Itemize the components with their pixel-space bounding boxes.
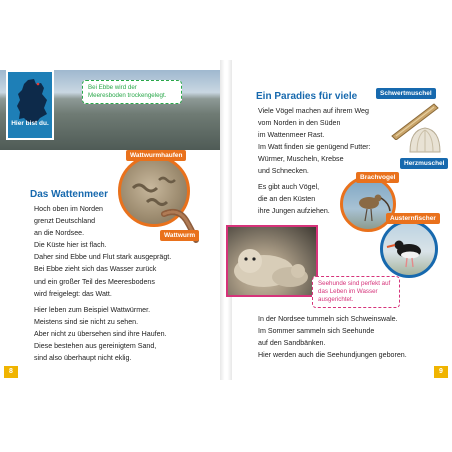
text-line: wird freigelegt: das Watt. (34, 289, 112, 298)
text-line: Hier werden auch die Seehundjungen geboren. (258, 351, 407, 360)
text-line: Bei Ebbe zieht sich das Wasser zurück (34, 265, 157, 274)
text-line: Diese bestehen aus gereinigtem Sand, (34, 342, 157, 351)
badge-wattwurmhaufen: Wattwurmhaufen (126, 150, 186, 161)
text-line: vom Norden in den Süden (258, 119, 341, 128)
cockle-shell-icon (408, 126, 442, 156)
badge-brachvogel: Brachvogel (356, 172, 399, 183)
text-line: und ein großer Teil des Meeresbodens (34, 277, 155, 286)
text-line: ihre Jungen aufziehen. (258, 207, 330, 216)
oystercatcher-icon (383, 223, 435, 275)
text-line: grenzt Deutschland (34, 217, 96, 226)
text-line: Viele Vögel machen auf ihrem Weg (258, 107, 369, 115)
map-label: Hier bist du. (11, 120, 49, 127)
text-line: Daher sind Ebbe und Flut stark ausgeprägt. (34, 253, 172, 262)
note-ebbe: Bei Ebbe wird der Meeresboden trockengelegt. (82, 80, 182, 104)
text-line: Hoch oben im Norden (34, 205, 104, 213)
text-line: und Schnecken. (258, 167, 309, 176)
seal-photo (226, 225, 318, 297)
text-line: Im Watt finden sie genügend Futter: (258, 143, 371, 152)
text-line: auf den Sandbänken. (258, 339, 326, 348)
page-number-left: 8 (4, 366, 18, 378)
text-line: die an den Küsten (258, 195, 316, 204)
text-line: Meistens sind sie nicht zu sehen. (34, 318, 139, 327)
page-number-right: 9 (434, 366, 448, 378)
text-line: sind also überhaupt nicht eklig. (34, 354, 132, 363)
heading-paradies: Ein Paradies für viele (256, 91, 358, 102)
text-line: Im Sommer sammeln sich Seehunde (258, 327, 375, 336)
oystercatcher-photo (380, 220, 438, 278)
book-gutter (220, 60, 232, 380)
note-seehunde: Seehunde sind perfekt auf das Leben im Wasser ausgerichtet. (312, 276, 400, 308)
text-line: Aber nicht zu übersehen sind ihre Haufen. (34, 330, 167, 339)
text-line: Würmer, Muscheln, Krebse (258, 155, 344, 164)
germany-map-box (6, 70, 54, 140)
badge-austernfischer: Austernfischer (386, 213, 440, 224)
badge-schwertmuschel: Schwertmuschel (376, 88, 436, 99)
text-line: Es gibt auch Vögel, (258, 183, 320, 191)
text-wattenmeer-p1 (34, 203, 209, 300)
germany-map-icon (14, 78, 50, 124)
text-line: an die Nordsee. (34, 229, 85, 238)
badge-herzmuschel: Herzmuschel (400, 158, 448, 169)
text-line: In der Nordsee tummeln sich Schweinswale. (258, 315, 398, 323)
heading-wattenmeer: Das Wattenmeer (30, 189, 108, 200)
text-paradies-p1 (258, 105, 408, 178)
text-line: im Wattenmeer Rast. (258, 131, 325, 140)
seal-icon (228, 227, 316, 295)
text-paradies-p3 (258, 313, 436, 361)
text-line: Die Küste hier ist flach. (34, 241, 107, 250)
text-wattenmeer-p2 (34, 304, 209, 364)
text-line: Hier leben zum Beispiel Wattwürmer. (34, 306, 151, 314)
badge-wattwurm: Wattwurm (160, 230, 199, 241)
